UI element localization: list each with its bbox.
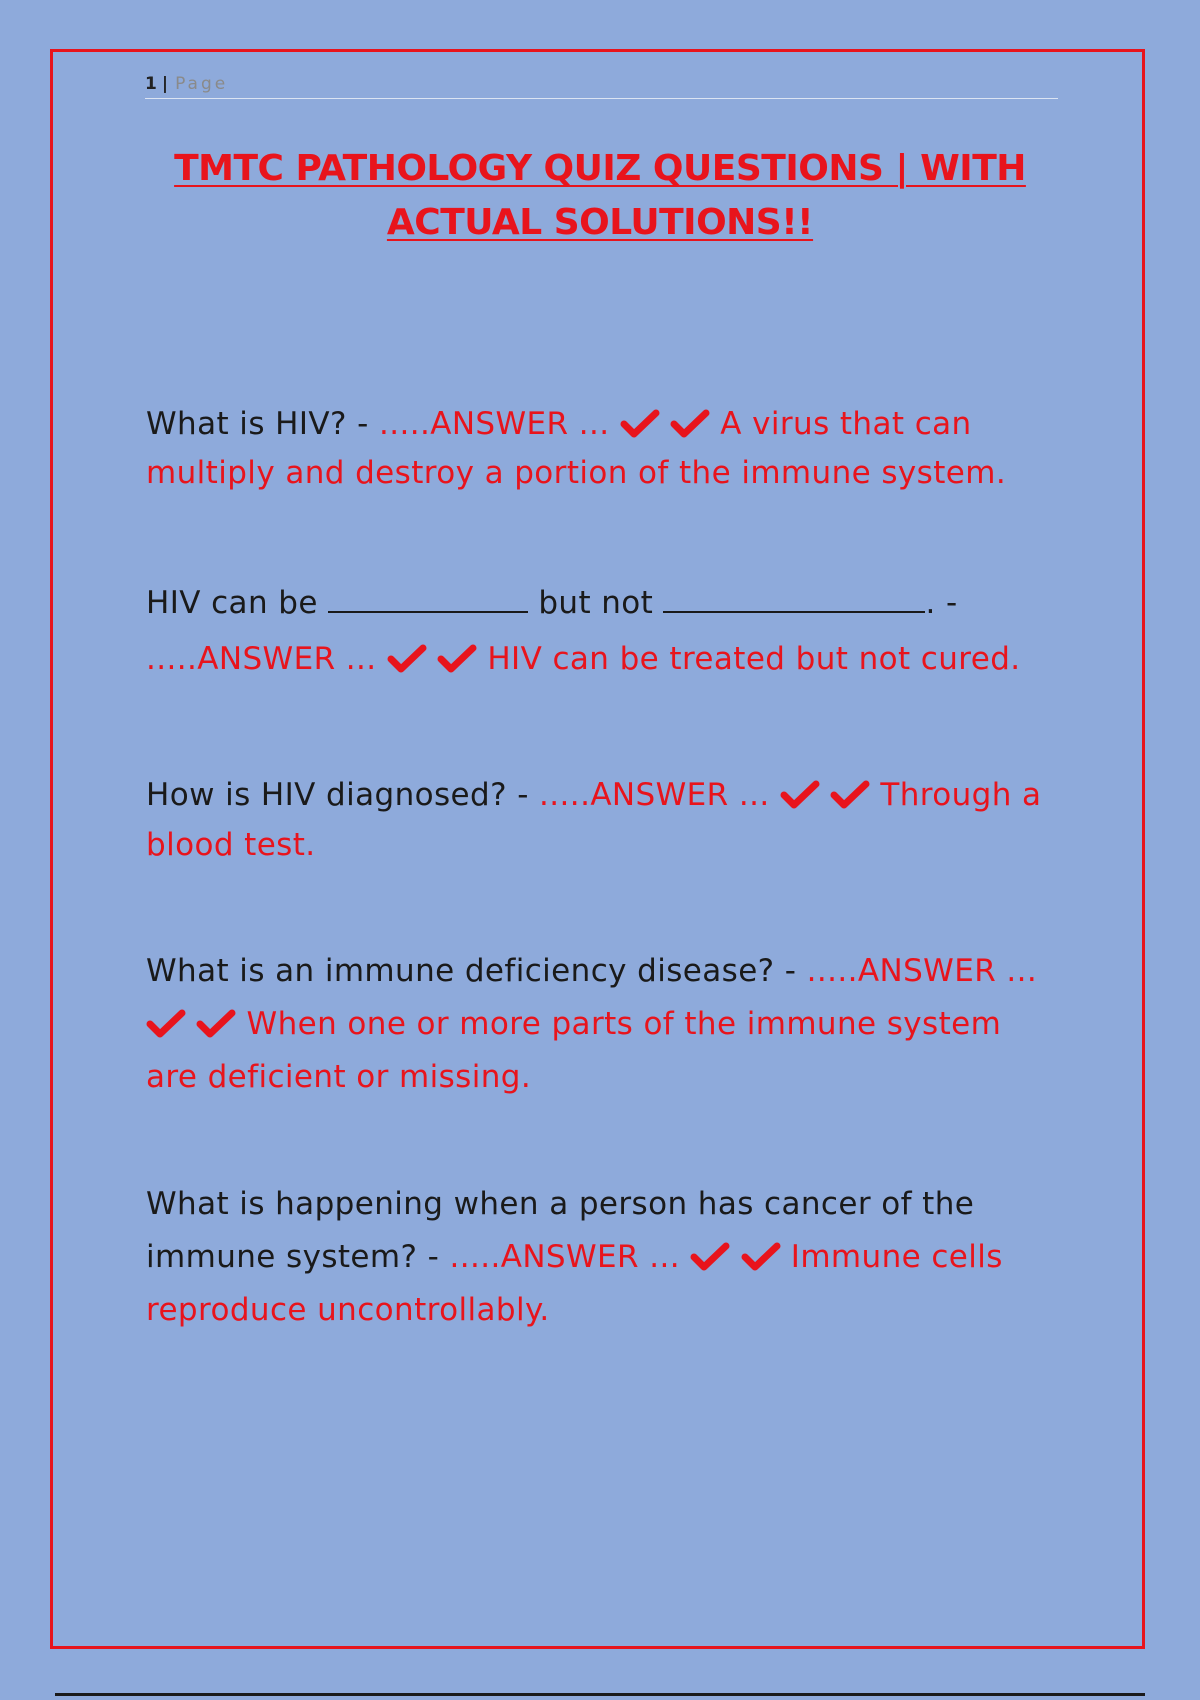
qa-item-3 xyxy=(146,770,1046,870)
answer-marker: .....ANSWER ... xyxy=(378,406,620,442)
answer-text: Immune cells reproduce uncontrollably. xyxy=(146,1239,1003,1328)
qa-item-4 xyxy=(146,945,1046,1104)
question-text: What is HIV? - xyxy=(146,406,379,442)
answer-marker: .....ANSWER ... xyxy=(806,953,1038,989)
document-title xyxy=(120,142,1080,250)
question-text-part-2: but not xyxy=(528,585,664,621)
answer-marker: .....ANSWER ... xyxy=(449,1239,691,1275)
answer-blank-1 xyxy=(328,607,528,613)
answer-marker: .....ANSWER ... xyxy=(146,641,387,677)
answer-text: HIV can be treated but not cured. xyxy=(487,641,1021,677)
page-separator: | xyxy=(161,74,172,94)
page-label: Page xyxy=(175,74,229,94)
page-number: 1 xyxy=(145,74,158,94)
check-icon xyxy=(690,1242,730,1272)
check-icon xyxy=(741,1242,781,1272)
question-text: What is happening when a person has cancer of the immune system? - xyxy=(146,1186,975,1275)
qa-item-2 xyxy=(146,575,1046,687)
answer-text: A virus that can multiply and destroy a portion of the immune system. xyxy=(146,406,1007,491)
qa-item-1 xyxy=(146,400,1046,498)
page-header xyxy=(145,70,1058,99)
check-icon xyxy=(146,1009,186,1039)
answer-blank-2 xyxy=(663,607,925,613)
answer-text: When one or more parts of the immune system are deficient or missing. xyxy=(146,1006,1002,1095)
title-line-2: ACTUAL SOLUTIONS!! xyxy=(386,202,814,243)
check-icon xyxy=(437,644,477,674)
question-text-part-1: HIV can be xyxy=(146,585,329,621)
question-text: How is HIV diagnosed? - xyxy=(146,777,540,813)
answer-marker: .....ANSWER ... xyxy=(539,777,780,813)
title-line-1: TMTC PATHOLOGY QUIZ QUESTIONS | WITH xyxy=(174,148,1026,189)
check-icon xyxy=(830,780,870,810)
answer-text: Through a blood test. xyxy=(146,777,1042,863)
check-icon xyxy=(670,409,710,439)
question-text-part-3: . - xyxy=(925,585,958,621)
qa-item-5 xyxy=(146,1178,1046,1337)
question-text: What is an immune deficiency disease? - xyxy=(146,953,807,989)
page-bottom-rule xyxy=(55,1693,1145,1696)
check-icon xyxy=(620,409,660,439)
check-icon xyxy=(196,1009,236,1039)
check-icon xyxy=(780,780,820,810)
check-icon xyxy=(387,644,427,674)
